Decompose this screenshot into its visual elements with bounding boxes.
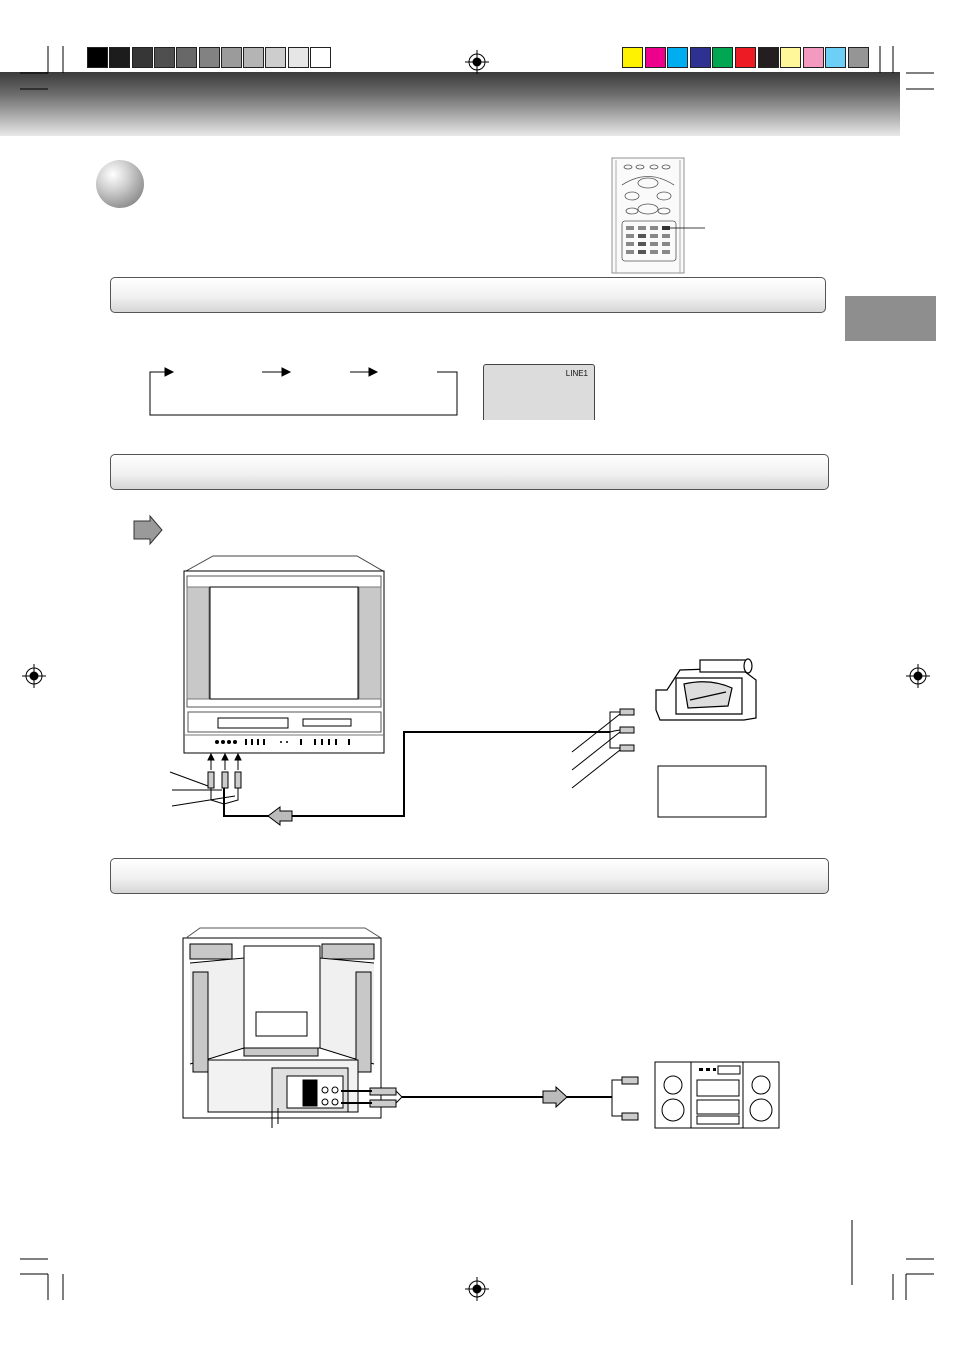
tv-rear-icon bbox=[183, 928, 638, 1128]
crosshair-register-mark-icon bbox=[22, 50, 930, 1301]
camcorder-icon bbox=[656, 659, 756, 720]
arrow-right-icon bbox=[134, 516, 162, 544]
stereo-system-icon bbox=[655, 1062, 779, 1128]
tv-vcr-front-icon bbox=[170, 556, 610, 825]
crop-marks bbox=[20, 46, 934, 1300]
osd-label: LINE1 bbox=[565, 369, 588, 378]
input-cycle-diagram bbox=[150, 368, 457, 415]
camcorder-cable bbox=[572, 709, 766, 817]
remote-control-icon bbox=[612, 158, 705, 273]
